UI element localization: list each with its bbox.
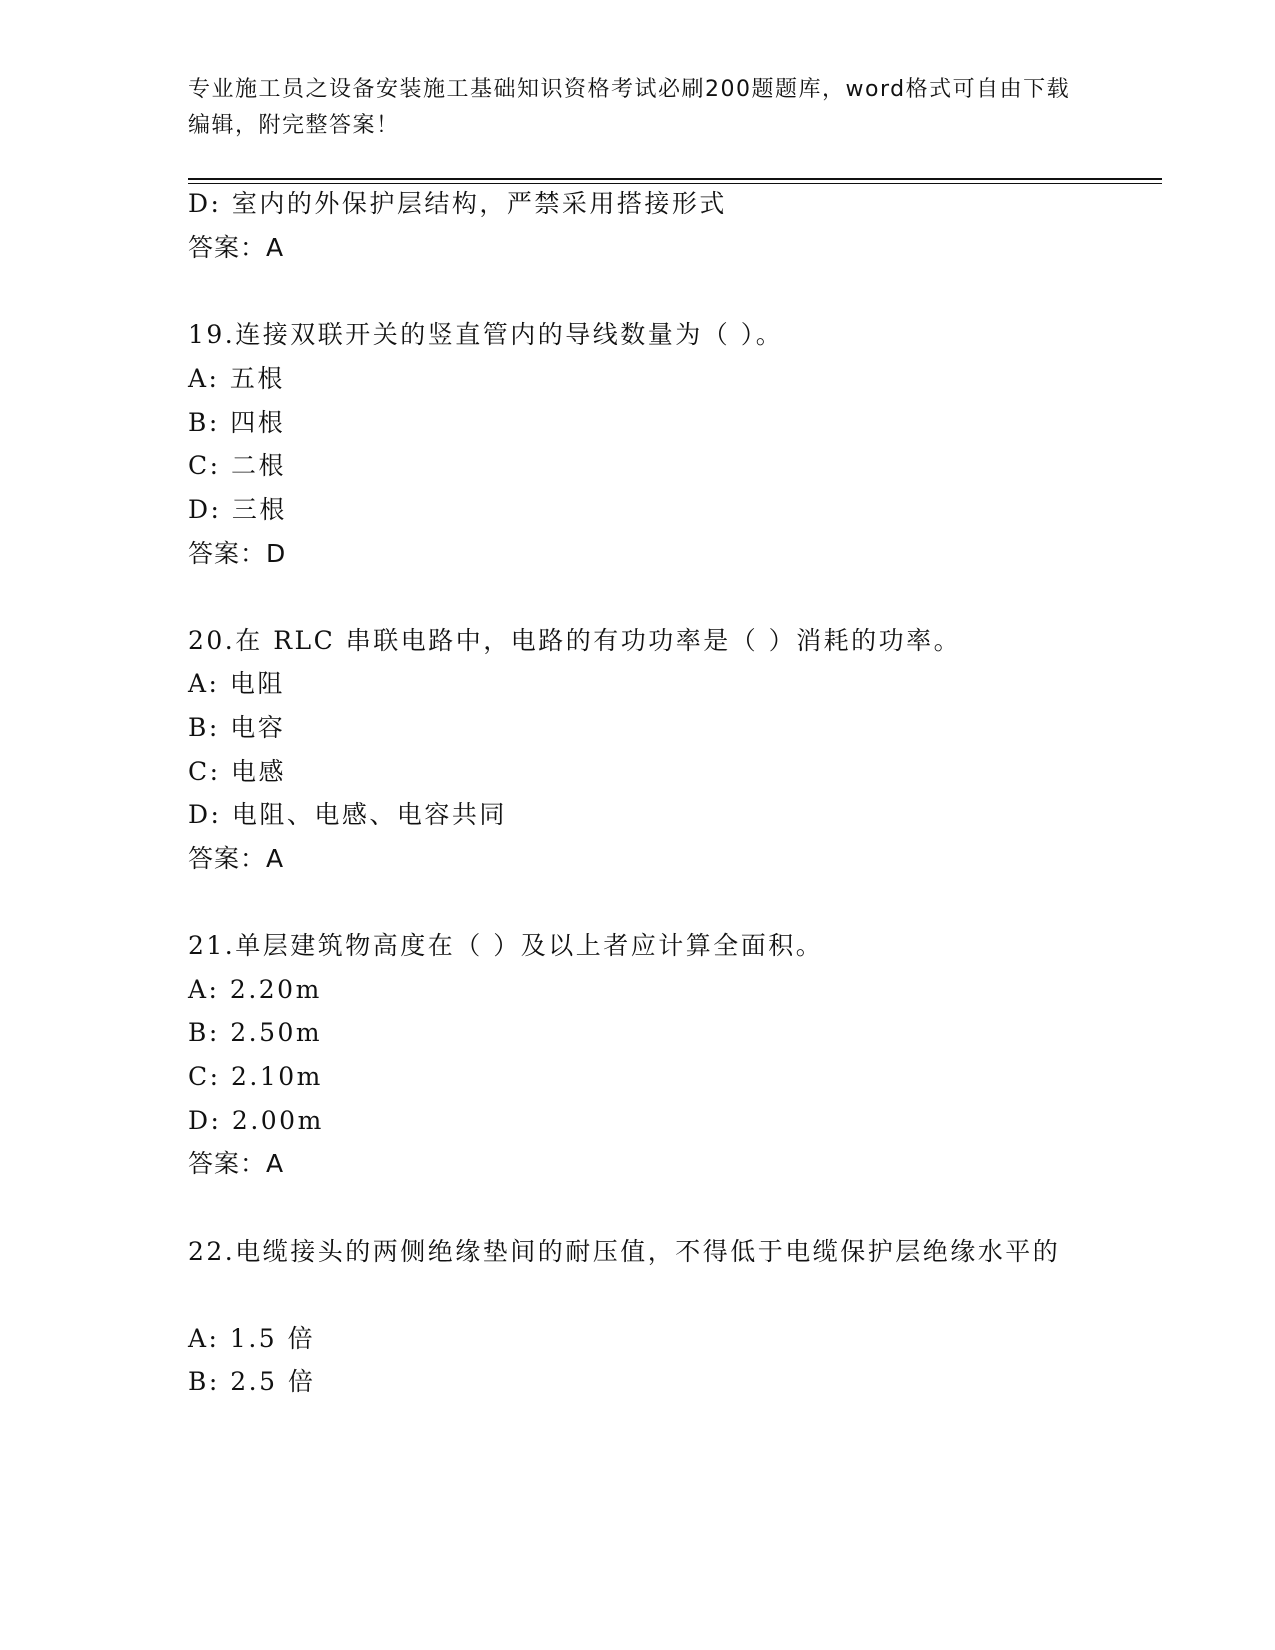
question-20-option-d: D: 电阻、电感、电容共同 bbox=[188, 800, 507, 829]
question-21-option-a: A: 2.20m bbox=[188, 975, 322, 1004]
prev-question-answer: 答案：A bbox=[188, 233, 285, 262]
question-22-option-b: B: 2.5 倍 bbox=[188, 1367, 316, 1396]
question-19-option-b: B: 四根 bbox=[188, 408, 286, 437]
question-21-option-d: D: 2.00m bbox=[188, 1106, 324, 1135]
question-19-option-a: A: 五根 bbox=[188, 364, 285, 393]
question-21-option-c: C: 2.10m bbox=[188, 1062, 323, 1091]
question-19-stem: 19.连接双联开关的竖直管内的导线数量为（ ）。 bbox=[188, 320, 784, 349]
header-divider-thin bbox=[188, 183, 1162, 184]
question-20-answer: 答案：A bbox=[188, 844, 285, 873]
question-22-stem: 22.电缆接头的两侧绝缘垫间的耐压值，不得低于电缆保护层绝缘水平的 bbox=[188, 1237, 1061, 1266]
question-21-answer: 答案：A bbox=[188, 1149, 285, 1178]
question-20-option-c: C: 电感 bbox=[188, 757, 286, 786]
question-22-option-a: A: 1.5 倍 bbox=[188, 1324, 316, 1353]
question-20-option-b: B: 电容 bbox=[188, 713, 286, 742]
question-19-option-d: D: 三根 bbox=[188, 495, 287, 524]
question-19-answer: 答案：D bbox=[188, 539, 287, 568]
question-20-option-a: A: 电阻 bbox=[188, 669, 285, 698]
question-20-stem: 20.在 RLC 串联电路中，电路的有功功率是（ ）消耗的功率。 bbox=[188, 626, 962, 655]
prev-question-option-d: D: 室内的外保护层结构，严禁采用搭接形式 bbox=[188, 189, 727, 218]
header-divider-thick bbox=[188, 178, 1162, 180]
page-header: 专业施工员之设备安装施工基础知识资格考试必刷200题题库，word格式可自由下载编辑，附完整答案！ bbox=[188, 77, 1071, 138]
question-19-option-c: C: 二根 bbox=[188, 451, 286, 480]
question-21-option-b: B: 2.50m bbox=[188, 1018, 323, 1047]
question-21-stem: 21.单层建筑物高度在（ ）及以上者应计算全面积。 bbox=[188, 931, 824, 960]
